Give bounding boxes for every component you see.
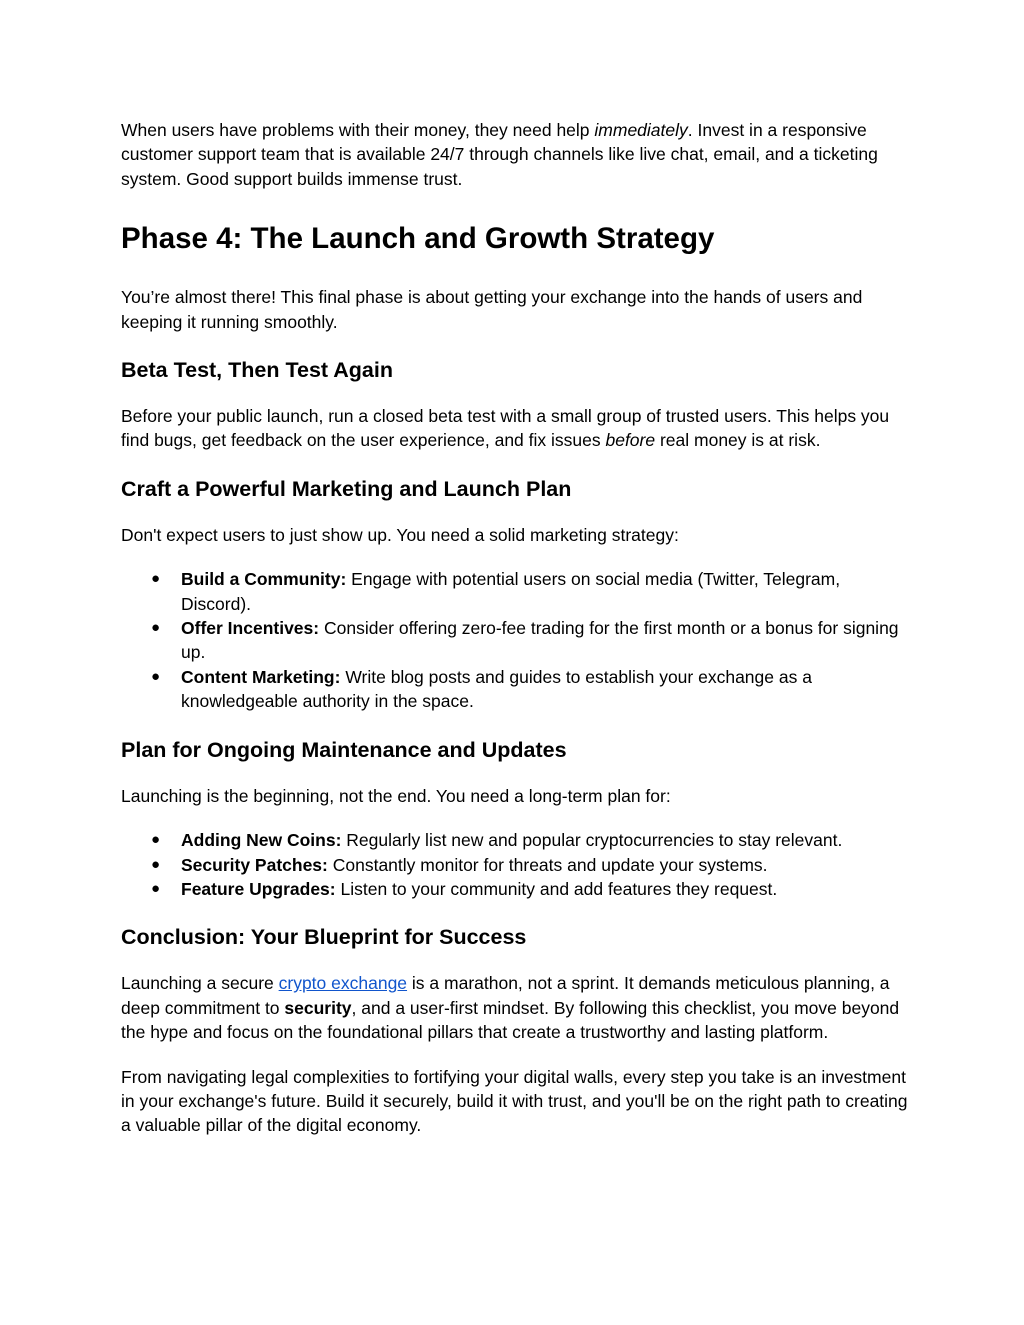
conclusion-text-1: Launching a secure xyxy=(121,973,279,994)
intro-text-2: . Invest in a responsive customer support team that is available 24/7 through channels like live chat, email, and a ticketing system. Good support builds immense trust. xyxy=(121,120,878,189)
marketing-heading: Craft a Powerful Marketing and Launch Plan xyxy=(121,476,572,501)
maintenance-heading: Plan for Ongoing Maintenance and Updates xyxy=(121,737,567,762)
intro-italic: immediately xyxy=(594,120,688,140)
bullet-icon: ● xyxy=(151,879,161,897)
intro-text-1: When users have problems with their money, they need help xyxy=(121,120,595,140)
beta-italic: before xyxy=(605,430,656,451)
bullet-icon: ● xyxy=(151,831,161,849)
intro-paragraph xyxy=(121,118,911,191)
list-item xyxy=(121,567,911,616)
conclusion-paragraph-2: From navigating legal complexities to fortifying your digital walls, every step you take is an investment in your exchange's future. Build it securely, build it with trust, and you'll be on the right path to creating a valuable pillar of the digital economy. xyxy=(121,1066,908,1136)
bullet-icon: ● xyxy=(151,570,161,588)
conclusion-heading: Conclusion: Your Blueprint for Success xyxy=(121,925,527,950)
list-item xyxy=(121,853,911,877)
conclusion-bold: security xyxy=(284,997,352,1018)
conclusion-paragraph-1 xyxy=(121,971,911,1044)
bullet-icon: ● xyxy=(151,667,161,685)
document-page xyxy=(121,118,911,1138)
list-item-label: Security Patches: xyxy=(181,854,328,875)
list-item-label: Adding New Coins: xyxy=(181,830,342,851)
list-item xyxy=(121,877,911,901)
beta-heading: Beta Test, Then Test Again xyxy=(121,358,393,383)
beta-text-1: Before your public launch, run a closed beta test with a small group of trusted users. This helps you find bugs, get feedback on the user experience, and fix issues xyxy=(121,406,890,451)
list-item-text: Constantly monitor for threats and update your systems. xyxy=(327,854,768,875)
phase4-paragraph: You’re almost there! This final phase is about getting your exchange into the hands of users and keeping it running smoothly. xyxy=(121,287,863,332)
phase4-heading: Phase 4: The Launch and Growth Strategy xyxy=(121,222,715,256)
conclusion-text-3: , and a user-first mindset. By following this checklist, you move beyond the hype and focus on the foundational pillars that create a trustworthy and lasting platform. xyxy=(121,997,900,1043)
list-item-text: Listen to your community and add features they request. xyxy=(335,878,778,899)
list-item-text: Engage with potential users on social media (Twitter, Telegram, Discord). xyxy=(181,569,841,614)
list-item-label: Content Marketing: xyxy=(181,666,341,687)
bullet-icon: ● xyxy=(151,619,161,637)
bullet-icon: ● xyxy=(151,855,161,873)
list-item-label: Offer Incentives: xyxy=(181,618,320,639)
marketing-paragraph: Don't expect users to just show up. You need a solid marketing strategy: xyxy=(121,524,679,545)
list-item xyxy=(121,616,911,665)
maintenance-paragraph: Launching is the beginning, not the end. You need a long-term plan for: xyxy=(121,785,671,806)
maintenance-list xyxy=(121,828,911,901)
beta-paragraph xyxy=(121,404,911,453)
marketing-list xyxy=(121,567,911,713)
list-item-text: Write blog posts and guides to establish your exchange as a knowledgeable authority in the space. xyxy=(181,666,812,712)
list-item-label: Build a Community: xyxy=(181,569,347,590)
list-item xyxy=(121,665,911,714)
conclusion-text-2: is a marathon, not a sprint. It demands meticulous planning, a deep commitment to xyxy=(121,973,890,1018)
list-item-label: Feature Upgrades: xyxy=(181,878,336,899)
list-item-text: Consider offering zero-fee trading for the first month or a bonus for signing up. xyxy=(181,618,899,663)
list-item xyxy=(121,828,911,852)
list-item-text: Regularly list new and popular cryptocurrencies to stay relevant. xyxy=(341,830,843,851)
beta-text-2: real money is at risk. xyxy=(655,430,821,451)
crypto-exchange-link[interactable]: crypto exchange xyxy=(278,973,408,994)
